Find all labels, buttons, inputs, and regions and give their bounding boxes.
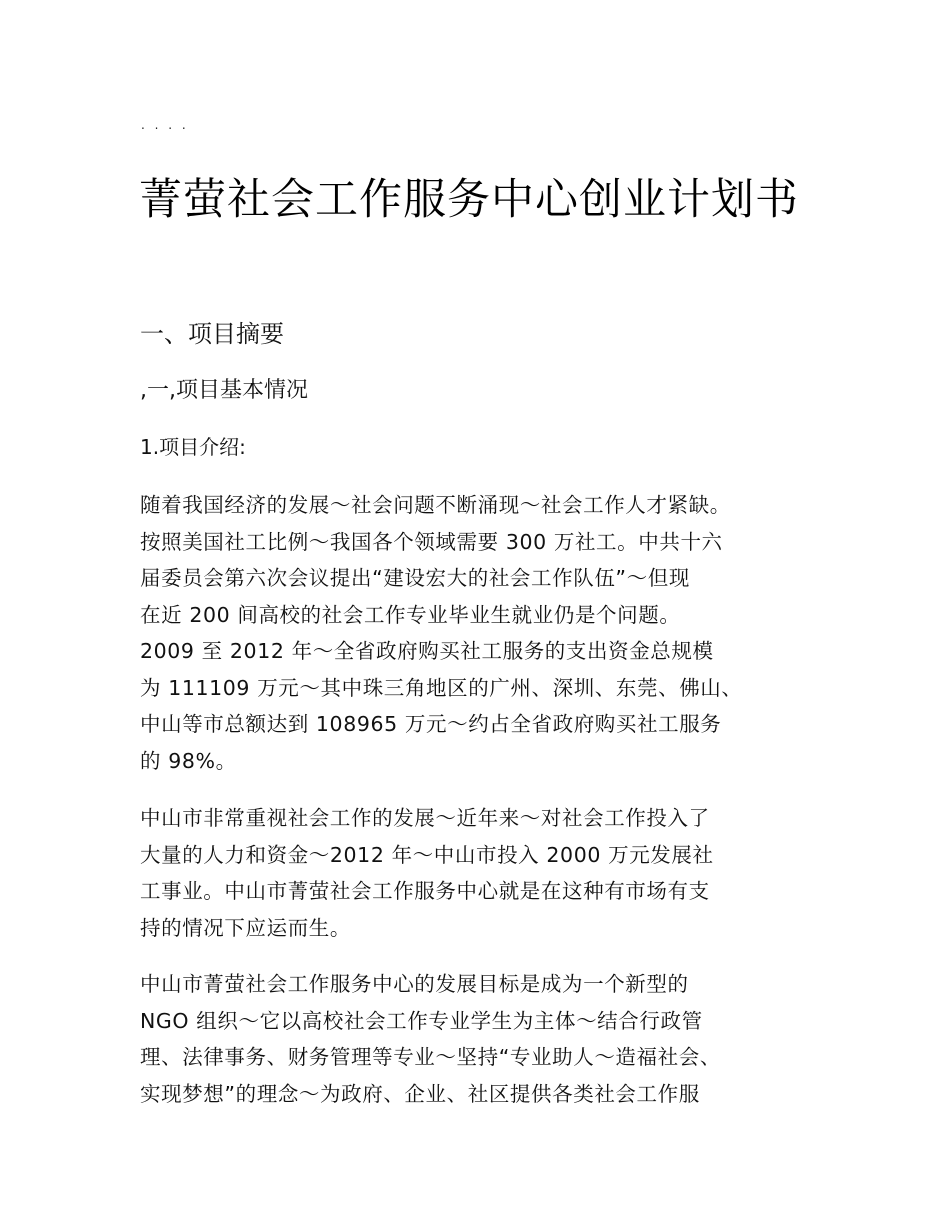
paragraph-line: 的 98%。 — [140, 748, 237, 773]
subsection-heading-basic-info: ,一,项目基本情况 — [140, 378, 308, 403]
paragraph-line: 实现梦想”的理念～为政府、企业、社区提供各类社会工作服 — [140, 1081, 700, 1106]
header-mark: . . . . — [141, 118, 189, 132]
paragraph-development-goal — [140, 966, 812, 1112]
paragraph-line: 届委员会第六次会议提出“建设宏大的社会工作队伍”～但现 — [140, 566, 690, 590]
paragraph-line: NGO 组织～它以高校社会工作专业学生为主体～结合行政管 — [140, 1008, 703, 1033]
paragraph-line: 中山等市总额达到 108965 万元～约占全省政府购买社工服务 — [140, 712, 722, 736]
paragraph-line: 按照美国社工比例～我国各个领域需要 300 万社工。中共十六 — [140, 529, 723, 554]
paragraph-line: 持的情况下应运而生。 — [140, 915, 351, 940]
paragraph-line: 2009 至 2012 年～全省政府购买社工服务的支出资金总规模 — [140, 639, 714, 663]
item-heading-project-intro: 1.项目介绍: — [140, 435, 246, 459]
paragraph-zhongshan-investment — [140, 800, 812, 946]
paragraph-line: 在近 200 间高校的社会工作专业毕业生就业仍是个问题。 — [140, 602, 681, 627]
paragraph-line: 为 111109 万元～其中珠三角地区的广州、深圳、东莞、佛山、 — [140, 675, 743, 700]
paragraph-line: 中山市非常重视社会工作的发展～近年来～对社会工作投入了 — [140, 806, 710, 830]
paragraph-line: 大量的人力和资金～2012 年～中山市投入 2000 万元发展社 — [140, 842, 714, 867]
paragraph-line: 中山市菁萤社会工作服务中心的发展目标是成为一个新型的 — [140, 972, 689, 996]
paragraph-line: 随着我国经济的发展～社会问题不断涌现～社会工作人才紧缺。 — [140, 493, 731, 517]
paragraph-line: 工事业。中山市菁萤社会工作服务中心就是在这种有市场有支 — [140, 879, 710, 903]
paragraph-background — [140, 487, 812, 779]
section-heading-summary: 一、项目摘要 — [140, 320, 284, 348]
document-title: 菁萤社会工作服务中心创业计划书 — [139, 175, 799, 225]
paragraph-line: 理、法律事务、财务管理等专业～坚持“专业助人～造福社会、 — [140, 1045, 721, 1069]
